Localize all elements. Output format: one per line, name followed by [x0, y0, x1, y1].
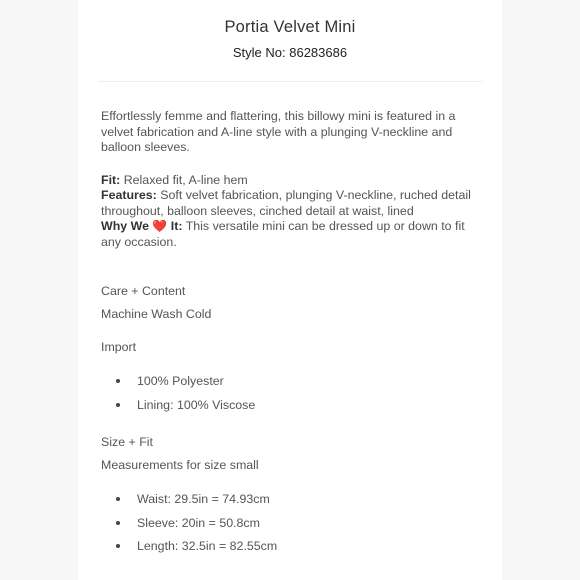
description-intro: Effortlessly femme and flattering, this billowy mini is featured in a velvet fabrication and A-line style with a plunging V-neckline and balloon sleeves. — [101, 109, 456, 154]
fit-text: Relaxed fit, A-line hem — [120, 172, 248, 187]
list-item: Lining: 100% Viscose — [101, 398, 255, 422]
product-description — [101, 109, 484, 250]
measurements-subheading: Measurements for size small — [101, 458, 259, 472]
header-divider — [98, 81, 482, 82]
fit-line — [101, 173, 484, 189]
materials-list — [101, 374, 255, 421]
why-text: This versatile mini can be dressed up or down to fit any occasion. — [101, 219, 465, 249]
fit-label: Fit: — [101, 172, 121, 187]
size-fit-heading: Size + Fit — [101, 435, 153, 449]
list-item: Length: 32.5in = 82.55cm — [101, 539, 277, 563]
list-item: Sleeve: 20in = 50.8cm — [101, 516, 277, 540]
why-label-pre: Why We — [101, 219, 153, 233]
features-line — [101, 188, 484, 219]
product-title: Portia Velvet Mini — [224, 18, 356, 36]
list-item: Waist: 29.5in = 74.93cm — [101, 492, 277, 516]
product-details-card — [78, 0, 502, 580]
why-label-post: It: — [167, 219, 183, 233]
why-we-love-line — [101, 219, 484, 250]
wash-instructions: Machine Wash Cold — [101, 307, 212, 321]
heart-icon: ❤️ — [152, 219, 168, 233]
measurements-list — [101, 492, 277, 563]
origin-label: Import — [101, 340, 137, 354]
product-header — [78, 0, 502, 82]
list-item: 100% Polyester — [101, 374, 255, 398]
style-number: Style No: 86283686 — [232, 45, 348, 60]
care-content-heading: Care + Content — [101, 284, 186, 298]
features-text: Soft velvet fabrication, plunging V-neckline, ruched detail throughout, balloon sleeves, cinched detail at waist, lined — [101, 188, 471, 218]
features-label: Features: — [101, 188, 157, 202]
